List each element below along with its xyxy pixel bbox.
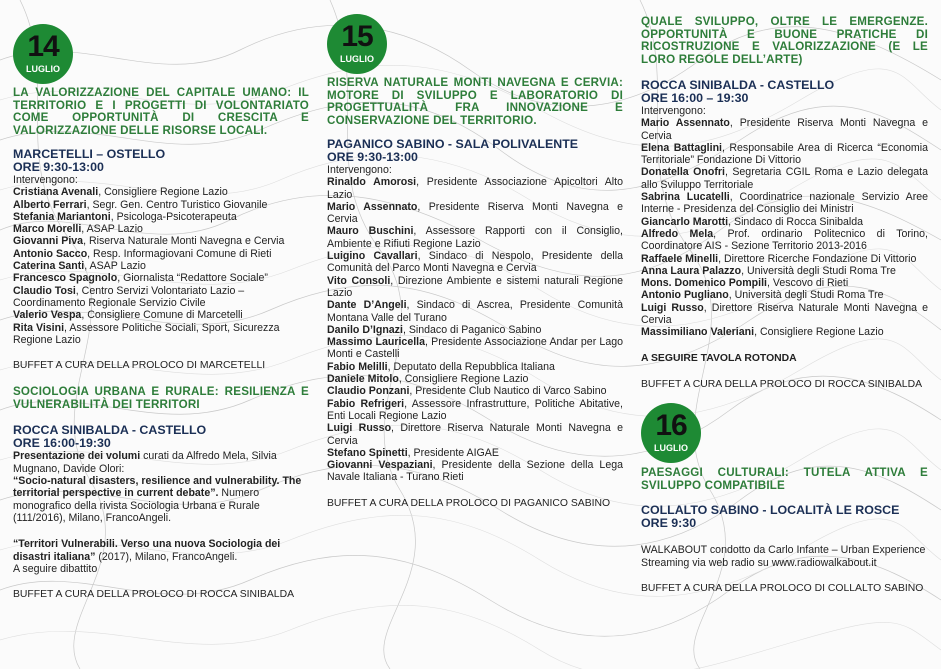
speaker-role: , Direzione Ambiente e sistemi naturali Regione Lazio [327,274,623,299]
speaker-name: Fabio Refrigeri [327,397,405,410]
speaker-name: Sabrina Lucatelli [641,191,730,204]
speaker-role: , Presidente della Sezione della Lega Navale Italiana - Turano Rieti [327,459,623,484]
speaker-item [13,199,309,211]
speaker-name: Dante D’Angeli [327,299,407,312]
venue: ROCCA SINIBALDA - CASTELLO [641,78,835,92]
date-badge-16 [641,403,701,463]
speaker-item [641,216,928,228]
speaker-role: , Prof. ordinario Politecnico di Torino, Coordinatore AIS - Sezione Territorio 2013-2016 [641,227,928,253]
speaker-role: , Giornalista “Redattore Sociale” [117,272,268,285]
time: ORE 9:30 [641,516,697,531]
buffet-note: BUFFET A CURA DELLA PROLOCO DI PAGANICO SABINO [327,497,611,509]
speaker-item [327,275,623,300]
follow-note: A SEGUIRE TAVOLA ROTONDA [641,352,797,364]
speaker-role: , Assessore Rapporti con il Consiglio, Ambiente e Rifiuti Regione Lazio [327,225,623,250]
time: ORE 16:00 – 19:30 [641,91,749,105]
time: ORE 16:00-19:30 [13,436,111,451]
speaker-item [641,166,928,191]
speaker-item [13,322,309,347]
date-badge-15 [327,14,387,74]
badge-day-number: 16 [655,409,687,443]
speaker-role: , Presidente Associazione Apicoltori Alto Lazio [327,176,623,201]
presentation-editors: curati da Alfredo Mela, Silvia Mugnano, Davide Olori: [13,450,277,475]
speaker-name: Giovanni Piva [13,235,84,248]
speaker-name: Vito Consoli [327,274,391,287]
speaker-role: , Direttore Ricerche Fondazione Di Vittorio [718,252,917,265]
buffet-note: BUFFET A CURA DELLA PROLOCO DI ROCCA SINIBALDA [13,589,295,601]
speaker-item [327,459,623,484]
speaker-name: Stefania Mariantoni [13,210,111,223]
speaker-item [327,385,623,397]
speaker-name: Luigino Cavallari [327,250,418,263]
speaker-role: , Sindaco di Nespolo, Presidente della Comunità del Parco Monti Navegna e Cervia [327,250,623,275]
speaker-name: Claudio Ponzani [327,385,410,398]
speaker-name: Massimo Lauricella [327,336,425,349]
speaker-item [327,336,623,361]
speaker-item [641,117,928,142]
speaker-role: , Coordinatrice nazionale Servizio Aree Interne - Presidenza del Consiglio dei Ministri [641,191,929,216]
speaker-role: , Consigliere Comune di Marcetelli [81,309,243,322]
speaker-name: Antonio Pugliano [641,289,729,302]
speaker-role: , Università degli Studi Roma Tre [728,289,884,302]
speaker-item [641,265,928,277]
speaker-name: Luigi Russo [641,301,704,314]
speaker-item [641,277,928,289]
speaker-name: Francesco Spagnolo [13,272,118,285]
speaker-role: , Centro Servizi Volontariato Lazio – Coordinamento Regionale Servizio Civile [13,284,245,309]
badge-day-number: 15 [341,20,373,53]
book-details: Numero monografico della rivista Sociologia Urbana e Rurale (111/2016), Milano, FrancoAngeli. [13,487,260,524]
session-title: PAESAGGI CULTURALI: TUTELA ATTIVA E SVILUPPO COMPATIBILE [641,466,928,492]
speaker-name: Alfredo Mela [641,227,714,240]
speaker-item [13,235,309,247]
speaker-role: , Segretaria CGIL Roma e Lazio delegata allo Sviluppo Territoriale [641,166,929,191]
speaker-item [327,373,623,385]
book-2 [13,538,309,563]
session-title: QUALE SVILUPPO, OLTRE LE EMERGENZE. OPPORTUNITÀ E BUONE PRATICHE DI RICOSTRUZIONE E VALORIZZAZIONE (E LE LORO REGOLE DELL’ARTE) [641,15,928,66]
speaker-name: Rita Visini [13,321,65,334]
speaker-item [641,253,928,265]
speaker-role: , Consigliere Regione Lazio [754,326,884,339]
venue: ROCCA SINIBALDA - CASTELLO [13,423,207,438]
speaker-item [13,272,309,284]
speaker-role: , Consigliere Regione Lazio [398,373,529,386]
speaker-item [13,223,309,235]
speaker-item [13,285,309,310]
book-1 [13,475,309,524]
speaker-role: , Assessore Politiche Sociali, Sport, Sicurezza Regione Lazio [13,321,280,346]
speaker-name: Mario Assennato [641,117,730,130]
speaker-role: , Presidente Riserva Monti Navegna e Cervia [641,117,928,142]
buffet-note: BUFFET A CURA DELLA PROLOCO DI MARCETELLI [13,360,266,372]
buffet-note: BUFFET A CURA DELLA PROLOCO DI COLLALTO SABINO [641,582,924,594]
speaker-role: , Segr. Gen. Centro Turistico Giovanile [86,198,268,211]
time: ORE 9:30-13:00 [13,160,104,174]
speaker-item [13,186,309,198]
badge-month: LUGLIO [654,443,688,454]
speaker-item [327,361,623,373]
speaker-role: , Deputato della Repubblica Italiana [387,360,555,373]
book-title: “Territori Vulnerabili. Verso una nuova Sociologia dei disastri italiana” [13,538,281,563]
speaker-role: , Presidente Associazione Andar per Lago Monti e Castelli [327,336,623,361]
column-day-15-afternoon-and-16 [641,0,928,595]
speaker-name: Mauro Buschini [327,225,414,238]
speaker-role: , Sindaco di Rocca Sinibalda [728,215,863,228]
speaker-name: Rinaldo Amorosi [327,176,417,189]
speaker-role: , Responsabile Area di Ricerca “Economia Territoriale” Fondazione Di Vittorio [641,141,928,167]
speaker-name: Luigi Russo [327,422,392,435]
badge-month: LUGLIO [340,54,374,64]
speaker-name: Elena Battaglini [641,141,722,154]
session-title: LA VALORIZZAZIONE DEL CAPITALE UMANO: IL TERRITORIO E I PROGETTI DI VOLONTARIATO COME OPPORTUNITÀ DI CRESCITA E VALORIZZAZIONE DELLE RISORSE LOCALI. [13,86,309,137]
speaker-name: Claudio Tosi [13,284,76,297]
speaker-role: , ASAP Lazio [81,223,143,236]
intervengono-label: Intervengono: [327,164,392,176]
speaker-role: , Sindaco di Ascrea, Presidente Comunità Montana Valle del Turano [327,299,623,324]
speaker-name: Fabio Melilli [327,360,388,373]
presentation-text [13,450,309,475]
speaker-name: Stefano Spinetti [327,446,408,459]
speaker-role: , Vescovo di Rieti [766,277,849,290]
speaker-item [13,260,309,272]
speaker-item [13,248,309,260]
speaker-name: Cristiana Avenali [13,186,99,199]
speaker-name: Giovanni Vespaziani [327,459,433,472]
column-day-14 [13,0,309,601]
time: ORE 9:30-13:00 [327,150,418,164]
speaker-name: Alberto Ferrari [13,198,87,211]
speaker-item [327,201,623,226]
speaker-name: Danilo D’Ignazi [327,323,403,336]
speaker-list [13,186,309,346]
speaker-name: Marco Morelli [13,223,82,236]
speaker-name: Anna Laura Palazzo [641,264,742,277]
intervengono-label: Intervengono: [13,174,78,186]
speaker-list [327,176,623,483]
speaker-role: , Riserva Naturale Monti Navegna e Cervia [83,235,285,248]
presentation-label: Presentazione dei volumi [13,450,141,463]
book-title: “Socio-natural disasters, resilience and vulnerability. The territorial perspective in current debate”. [13,475,302,500]
speaker-item [327,447,623,459]
venue: COLLALTO SABINO - LOCALITÀ LE ROSCE [641,503,900,518]
speaker-item [641,142,928,167]
speaker-name: Mons. Domenico Pompili [641,277,767,290]
session-title: SOCIOLOGIA URBANA E RURALE: RESILIENZA E VULNERABILITÀ DEI TERRITORI [13,385,309,411]
speaker-name: Antonio Sacco [13,247,88,260]
speaker-role: , Resp. Informagiovani Comune di Rieti [87,247,272,260]
book-details: (2017), Milano, FrancoAngeli. [95,550,238,563]
speaker-role: , Università degli Studi Roma Tre [741,264,896,277]
speaker-item [641,228,928,253]
speaker-role: , Presidente Club Nautico di Varco Sabino [409,385,607,398]
column-day-15 [327,0,623,510]
speaker-list [641,117,928,338]
speaker-role: , Presidente AIGAE [407,446,499,459]
streaming-line: Streaming via web radio su www.radiowalkabout.it [641,556,877,569]
speaker-role: , Consigliere Regione Lazio [98,186,228,199]
badge-day-number: 14 [27,30,59,63]
speaker-role: , Sindaco di Paganico Sabino [402,323,542,336]
speaker-item [327,250,623,275]
speaker-item [327,299,623,324]
speaker-name: Caterina Santi [13,260,85,273]
speaker-item [641,302,928,327]
speaker-name: Giancarlo Marotti [641,215,729,228]
speaker-role: , Direttore Riserva Naturale Monti Navegna e Cervia [641,301,928,327]
speaker-item [327,422,623,447]
speaker-name: Valerio Vespa [13,309,82,322]
venue: PAGANICO SABINO - SALA POLIVALENTE [327,137,579,151]
speaker-item [327,324,623,336]
speaker-name: Mario Assennato [327,200,418,213]
speaker-name: Raffaele Minelli [641,252,719,265]
speaker-item [13,309,309,321]
speaker-item [327,176,623,201]
speaker-item [327,225,623,250]
speaker-role: , Presidente Riserva Monti Navegna e Cervia [327,200,623,226]
walkabout-line: WALKABOUT condotto da Carlo Infante – Urban Experience [641,544,926,557]
venue: MARCETELLI – OSTELLO [13,147,166,161]
badge-month: LUGLIO [26,64,60,74]
speaker-role: , Direttore Riserva Naturale Monti Navegna e Cervia [327,422,623,447]
speaker-role: , Psicologa-Psicoterapeuta [110,210,237,223]
speaker-item [641,326,928,338]
follow-note: A seguire dibattito [13,562,98,575]
date-badge-14 [13,24,73,84]
speaker-role: , Assessore Infrastrutture, Politiche Abitative, Enti Locali Regione Lazio [327,397,624,422]
speaker-item [327,398,623,423]
speaker-name: Daniele Mitolo [327,373,399,386]
speaker-item [641,191,928,216]
speaker-item [13,211,309,223]
speaker-name: Massimiliano Valeriani [641,326,755,339]
session-title: RISERVA NATURALE MONTI NAVEGNA E CERVIA: MOTORE DI SVILUPPO E LABORATORIO DI PROGETTUALITÀ FRA INNOVAZIONE E CONSERVAZIONE DEL TERRITORIO. [327,76,623,127]
speaker-role: , ASAP Lazio [84,260,146,273]
buffet-note: BUFFET A CURA DELLA PROLOCO DI ROCCA SINIBALDA [641,378,923,390]
intervengono-label: Intervengono: [641,105,706,117]
speaker-item [641,289,928,301]
speaker-name: Donatella Onofri [641,166,725,179]
